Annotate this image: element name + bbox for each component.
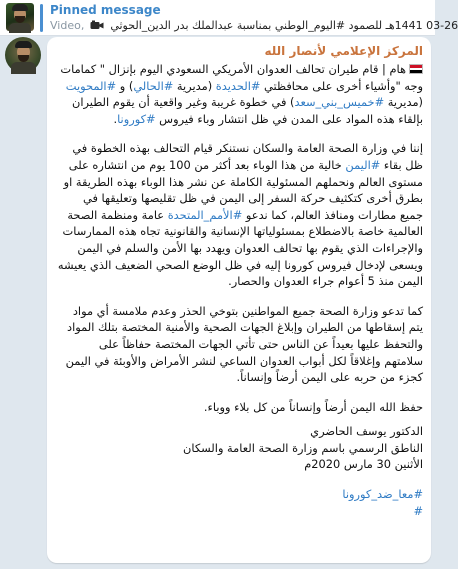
message-text-segment: (مديرية [173,78,216,93]
pinned-preview [50,19,458,34]
message-text-segment: إننا في وزارة الصحة العامة والسكان نستنكر قيام التحالف بهذه الخطوة في ظل بقاء [72,141,423,172]
channel-avatar[interactable] [5,37,41,73]
message-paragraph-1 [57,61,423,127]
hashtag-link[interactable]: #كورونا [117,111,156,126]
pinned-message-bar[interactable] [0,0,458,36]
pinned-accent-bar [40,4,43,32]
message-text-segment: ) في خطوة غريبة وغير واقعية أن يقوم الطيران بإلقاء هذه المواد على المدن في ظل انتشار وباء فيروس [71,95,423,126]
hashtag-link[interactable]: #الحديدة [215,78,261,93]
message-paragraph-4: حفظ الله اليمن أرضاً وإنساناً من كل بلاء ووباء. [203,399,423,414]
hashtag-link[interactable]: #المحويت [65,78,117,93]
hashtag-link[interactable]: #الأمم_المتحدة [167,207,243,222]
yemen-flag-icon [409,64,423,74]
paragraph-1-text [60,62,423,126]
pinned-caption: 03-26 ‏1441هـ للصمود ‏#اليوم_الوطني بمناسبة ‏عبدالملك بدر الدين_الحوثي [110,19,458,32]
hashtag-link[interactable]: #الحالي [133,78,174,93]
signature-date: الأثنين 30 مارس 2020م [304,457,423,472]
message-text-segment: . [113,111,118,126]
signature-title: الناطق الرسمي باسم وزارة الصحة العامة والسكان [183,440,423,455]
message-paragraph-3: كما تدعو وزارة الصحة جميع المواطنين بتوخي الحذر وعدم ملامسة أي مواد يتم إسقاطها من الطيران وإبلاغ الجهات الصحية والأمنية المختصة بتلك المواد والتحفظ عليها بعيداً عن الناس حتى تأتي الجهات المختصة حفاظاً على سلامتهم وإغلاقاً لكل أبواب العدوان الساعي لنشر الأمراض والأوبئة في اليمن كجزء من حربه على اليمن أرضاً وإنساناً. [65,303,423,385]
message-text-segment: (مديرية [384,95,423,110]
pinned-title: Pinned message [50,3,161,17]
hashtag-link[interactable]: #اليمن [345,157,381,172]
hashtag-link-2[interactable]: # [413,503,423,518]
message-text-segment: هام | قام طيران تحالف العدوان الأمريكي السعودي اليوم بإنزال " كمامات وجه "وأشياء أخرى على محافظتي [60,62,423,93]
sender-name[interactable]: المركز الإعلامي لأنصار الله [264,44,423,58]
pinned-video-thumbnail[interactable] [6,3,34,31]
hashtag-link[interactable]: #معا_ضد_كورونا [342,487,423,502]
message-text-segment: عامة ومنظمة الصحة العالمية خاصة بالاضطلاع بمسئولياتها الإنسانية والقانونية تجاه هذه الممارسات والإجراءات الذي يقوم بها تحالف العدوان ويهدد بها الأمن والسلم في اليمن ويسعى لإدخال فيروس كورونا إليه في ظل الوضع الصحي الضعيف الذي يعيشه اليمن منذ 5 أعوام جراء العدوان والحصار. [57,207,423,289]
message-bubble [47,37,431,563]
hashtag-link[interactable]: #خميس_بني_سعد [294,95,385,110]
message-text-segment: خالية من هذا الوباء بعد أكثر من 100 يوم من انتشاره على مستوى العالم ونحملهم المسئولية الكاملة عن نشر هذا الوباء بهذه الطريقة او بطرق أخرى كتكثيف حركة السفر إلى اليمن في ظل تقليصها وتعليقها في جميع مطارات ومنافذ العالم، كما ندعو [63,157,423,222]
message-paragraph-2 [57,140,423,289]
message-text-segment: ) و [116,78,134,93]
signature-name: الدكتور يوسف الحاضري [310,424,423,439]
pinned-media-label: Video, [50,19,85,32]
camera-icon [90,20,104,30]
